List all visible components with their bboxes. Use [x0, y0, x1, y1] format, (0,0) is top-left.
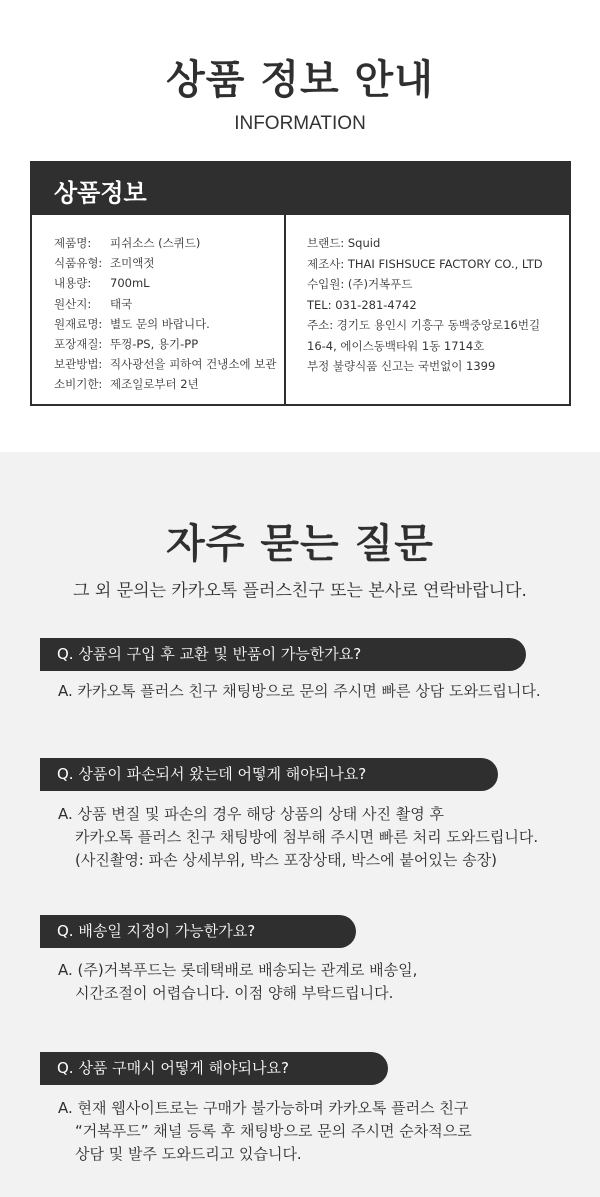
info-key: 원산지:: [54, 296, 92, 311]
importer-line: 수입원: (주)거복푸드: [307, 277, 413, 291]
info-row: [54, 334, 282, 354]
info-row: [54, 273, 282, 293]
page-subtitle: INFORMATION: [234, 113, 366, 134]
column-divider: [284, 215, 286, 404]
info-row: [54, 233, 282, 253]
answer-line: A. 현재 웹사이트로는 구매가 불가능하며 카카오톡 플러스 친구: [58, 1099, 469, 1117]
faq-question[interactable]: Q. 배송일 지정이 가능한가요?: [40, 915, 356, 948]
answer-line: (사진촬영: 파손 상세부위, 박스 포장상태, 박스에 붙어있는 송장): [75, 851, 497, 869]
product-info-header: [32, 163, 569, 215]
answer-line: “거복푸드” 채널 등록 후 채팅방으로 문의 주시면 순차적으로: [75, 1122, 472, 1140]
info-key: 보관방법:: [54, 357, 103, 372]
faq-answer: [58, 803, 538, 872]
faq-answer: [58, 1097, 472, 1166]
brand-line: 브랜드: Squid: [307, 236, 381, 250]
manufacturer-line: 제조사: THAI FISHSUCE FACTORY CO., LTD: [307, 256, 543, 271]
faq-title: 자주 묻는 질문: [166, 521, 434, 567]
info-row: [54, 294, 282, 314]
faq-question[interactable]: Q. 상품이 파손되서 왔는데 어떻게 해야되나요?: [40, 758, 498, 791]
answer-line: 카카오톡 플러스 친구 채팅방에 첨부해 주시면 빠른 처리 도와드립니다.: [75, 828, 539, 846]
faq-answer: [58, 959, 417, 1005]
faq-question[interactable]: Q. 상품 구매시 어떻게 해야되나요?: [40, 1052, 388, 1085]
report-line: 부정 불량식품 신고는 국번없이 1399: [307, 359, 496, 373]
page-title: 상품 정보 안내: [166, 57, 434, 103]
info-value: 별도 문의 바랍니다.: [110, 316, 210, 331]
info-key: 원재료명:: [54, 316, 103, 331]
answer-line: A. 카카오톡 플러스 친구 채팅방으로 문의 주시면 빠른 상담 도와드립니다.: [58, 682, 541, 700]
info-value: 제조일로부터 2년: [110, 377, 199, 392]
info-key: 식품유형:: [54, 256, 103, 271]
address-line-2: 16-4, 에이스동백타워 1동 1714호: [307, 338, 485, 353]
info-key: 소비기한:: [54, 377, 103, 392]
info-value: 뚜껑-PS, 용기-PP: [110, 337, 199, 352]
answer-line: 시간조절이 어렵습니다. 이점 양해 부탁드립니다.: [75, 984, 394, 1002]
product-info-heading: 상품정보: [54, 179, 147, 207]
faq-answer: [58, 680, 541, 703]
phone-line: TEL: 031-281-4742: [307, 297, 417, 312]
address-line: 주소: 경기도 용인시 기흥구 동백중앙로16번길: [307, 318, 541, 332]
info-value: 조미액젓: [110, 256, 155, 271]
info-key: 내용량:: [54, 276, 92, 291]
info-key: 제품명:: [54, 236, 92, 250]
info-value: 직사광선을 피하여 건냉소에 보관: [110, 357, 277, 372]
faq-question[interactable]: Q. 상품의 구입 후 교환 및 반품이 가능한가요?: [40, 638, 526, 671]
info-value: 피쉬소스 (스퀴드): [110, 236, 201, 250]
info-row: [54, 314, 282, 334]
faq-section: [0, 452, 600, 1197]
answer-line: A. (주)거복푸드는 롯데택배로 배송되는 관계로 배송일,: [58, 961, 418, 979]
product-info-left-column: [54, 233, 282, 395]
info-value: 700mL: [110, 276, 150, 291]
info-value: 태국: [110, 296, 133, 311]
product-info-table: [30, 161, 571, 406]
product-info-section: [0, 0, 600, 452]
info-row: [54, 354, 282, 374]
faq-description: 그 외 문의는 카카오톡 플러스친구 또는 본사로 연락바랍니다.: [73, 581, 527, 601]
answer-line: 상담 및 발주 도와드리고 있습니다.: [75, 1145, 302, 1163]
product-info-right-column: [307, 233, 569, 377]
info-row: [54, 374, 282, 394]
info-row: [54, 253, 282, 273]
answer-line: A. 상품 변질 및 파손의 경우 해당 상품의 상태 사진 촬영 후: [58, 805, 444, 823]
info-key: 포장재질:: [54, 337, 103, 352]
